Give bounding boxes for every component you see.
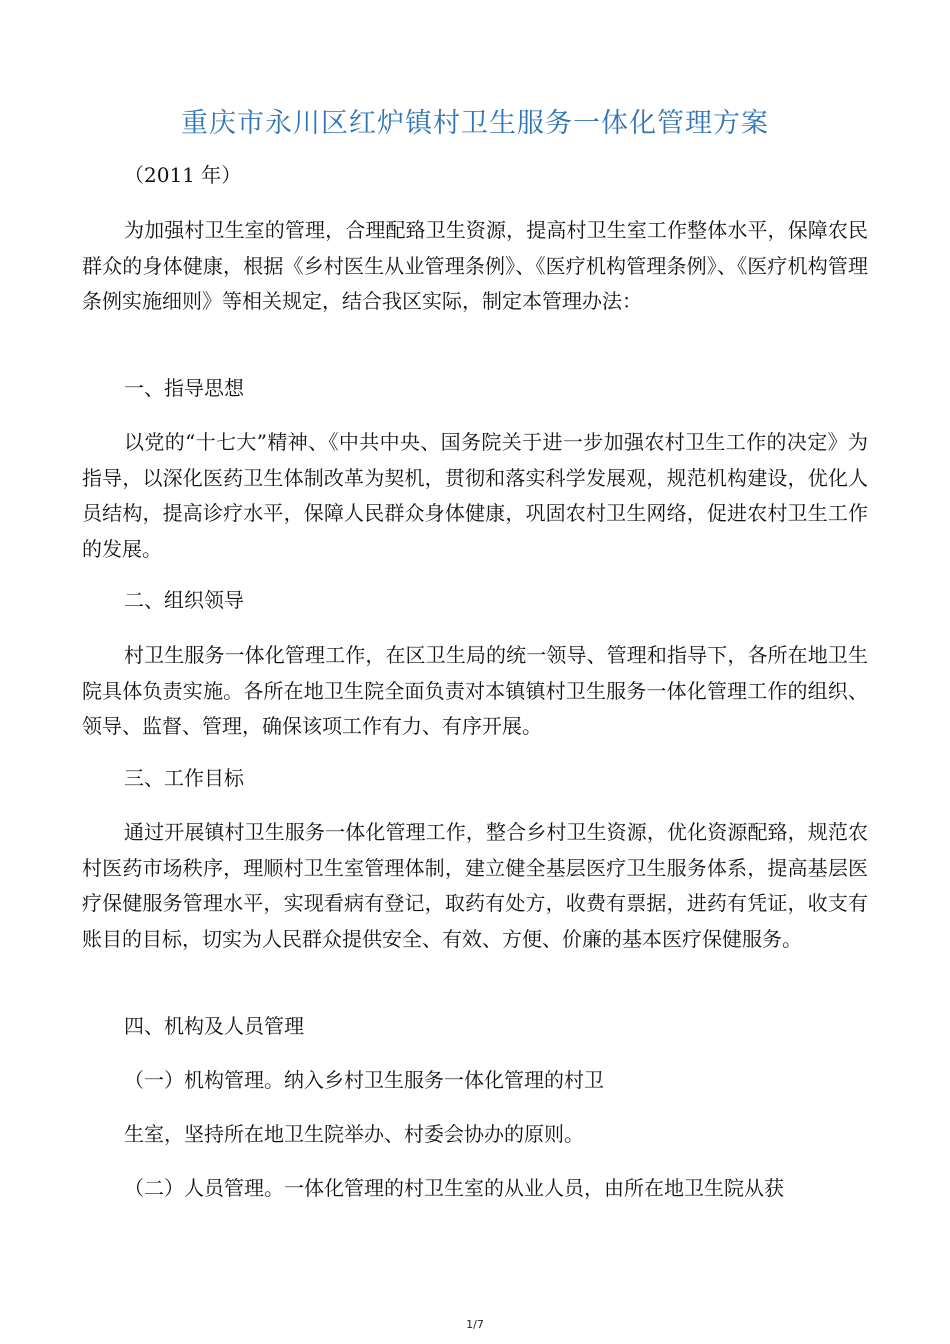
section-body-3: 通过开展镇村卫生服务一体化管理工作，整合乡村卫生资源，优化资源配臵，规范农村医药市场秩序，理顺村卫生室管理体制，建立健全基层医疗卫生服务体系，提高基层医疗保健服务管理水平，实现看病有登记，取药有处方，收费有票据，进药有凭证，收支有账目的目标，切实为人民群众提供安全、有效、方便、价廉的基本医疗保健服务。 [82,820,868,951]
section-heading-3: 三、工作目标 [124,766,244,790]
section-heading-2: 二、组织领导 [124,588,244,612]
section-body-1: 以党的“十七大”精神、《中共中央、国务院关于进一步加强农村卫生工作的决定》为指导，以深化医药卫生体制改革为契机，贯彻和落实科学发展观，规范机构建设，优化人员结构，提高诊疗水平，保障人民群众身体健康，巩固农村卫生网络，促进农村卫生工作的发展。 [82,430,868,561]
intro-paragraph: 为加强村卫生室的管理，合理配臵卫生资源，提高村卫生室工作整体水平，保障农民群众的身体健康，根据《乡村医生从业管理条例》、《医疗机构管理条例》、《医疗机构管理条例实施细则》等相关规定，结合我区实际，制定本管理办法： [82,218,868,313]
page-number: 1/7 [466,1318,484,1331]
section-heading-4: 四、机构及人员管理 [124,1014,304,1038]
section-body-2: 村卫生服务一体化管理工作，在区卫生局的统一领导、管理和指导下，各所在地卫生院具体负责实施。各所在地卫生院全面负责对本镇镇村卫生服务一体化管理工作的组织、领导、监督、管理，确保该项工作有力、有序开展。 [82,643,868,738]
item-2-line-1: （二）人员管理。一体化管理的村卫生室的从业人员，由所在地卫生院从获 [124,1176,784,1200]
document-title: 重庆市永川区红炉镇村卫生服务一体化管理方案 [181,108,769,139]
item-1-line-2: 生室，坚持所在地卫生院举办、村委会协办的原则。 [124,1122,584,1146]
section-heading-1: 一、指导思想 [124,376,244,400]
document-year: （2011 年） [124,163,242,187]
item-1-line-1: （一）机构管理。纳入乡村卫生服务一体化管理的村卫 [124,1068,604,1092]
